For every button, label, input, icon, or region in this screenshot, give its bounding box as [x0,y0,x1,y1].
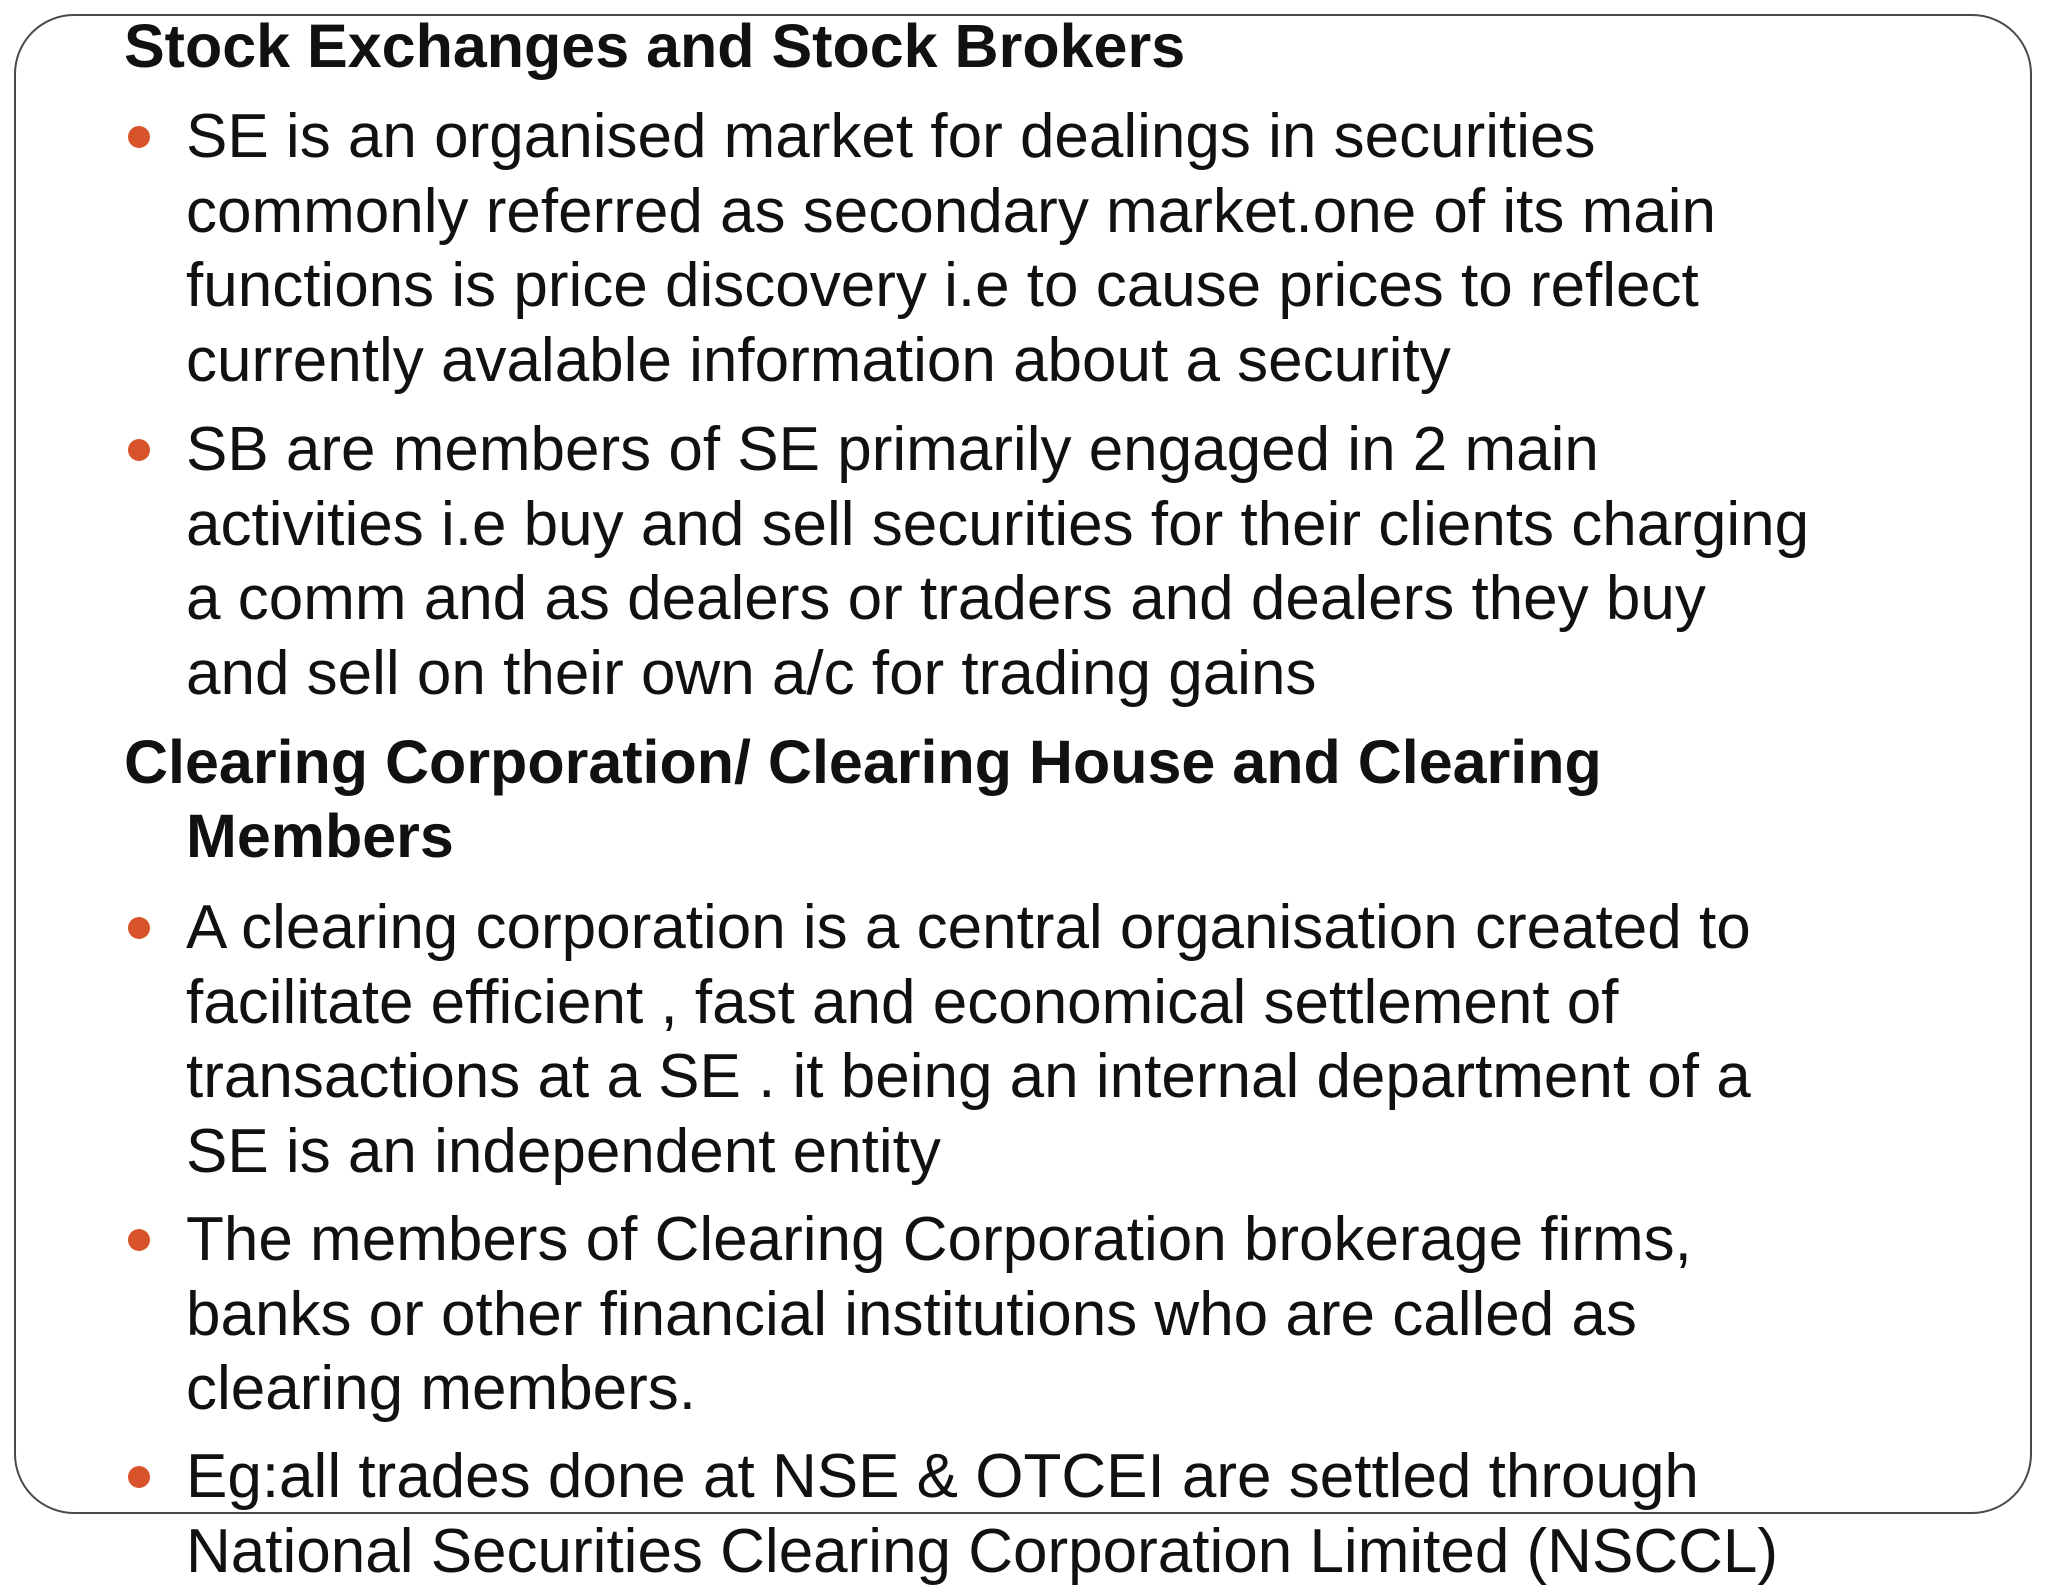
bullet-line: SE is an organised market for dealings in securities [186,100,2004,175]
section-heading-stock-exchanges [124,9,2004,83]
heading-text: Members [124,799,2004,873]
bullet-line: The members of Clearing Corporation brokerage firms, [186,1203,2004,1278]
bullet-line: banks or other financial institutions who are called as [186,1278,2004,1353]
bullet-item-nsccl-example [124,1440,2004,1589]
bullet-item-clearing-corporation [124,891,2004,1189]
bullet-line: SB are members of SE primarily engaged in 2 main [186,413,2004,488]
bullet-line: facilitate efficient , fast and economical settlement of [186,966,2004,1041]
bullet-line: commonly referred as secondary market.one of its main [186,175,2004,250]
bullet-line: and sell on their own a/c for trading gains [186,637,2004,712]
bullet-line: currently avalable information about a security [186,324,2004,399]
section-heading-clearing-corporation [124,725,2004,873]
bullet-text [186,413,2004,711]
bullet-line: activities i.e buy and sell securities for their clients charging [186,488,2004,563]
bullet-line: National Securities Clearing Corporation Limited (NSCCL) [186,1515,2004,1589]
bullet-line: Eg:all trades done at NSE & OTCEI are settled through [186,1440,2004,1515]
bullet-item-sb-definition [124,413,2004,711]
bullet-dot-icon [128,1229,150,1251]
bullet-line: functions is price discovery i.e to cause prices to reflect [186,249,2004,324]
bullet-line: A clearing corporation is a central organisation created to [186,891,2004,966]
bullet-dot-icon [128,1466,150,1488]
bullet-text [186,891,2004,1189]
bullet-text [186,1203,2004,1427]
bullet-line: transactions at a SE . it being an internal department of a [186,1040,2004,1115]
bullet-dot-icon [128,439,150,461]
heading-text: Stock Exchanges and Stock Brokers [124,9,2004,83]
bullet-line: a comm and as dealers or traders and dealers they buy [186,562,2004,637]
bullet-line: SE is an independent entity [186,1115,2004,1190]
heading-text: Clearing Corporation/ Clearing House and Clearing [124,725,2004,799]
bullet-item-clearing-members [124,1203,2004,1427]
bullet-line: clearing members. [186,1352,2004,1427]
bullet-item-se-definition [124,100,2004,398]
bullet-dot-icon [128,917,150,939]
bullet-text [186,100,2004,398]
bullet-text [186,1440,2004,1589]
bullet-dot-icon [128,126,150,148]
